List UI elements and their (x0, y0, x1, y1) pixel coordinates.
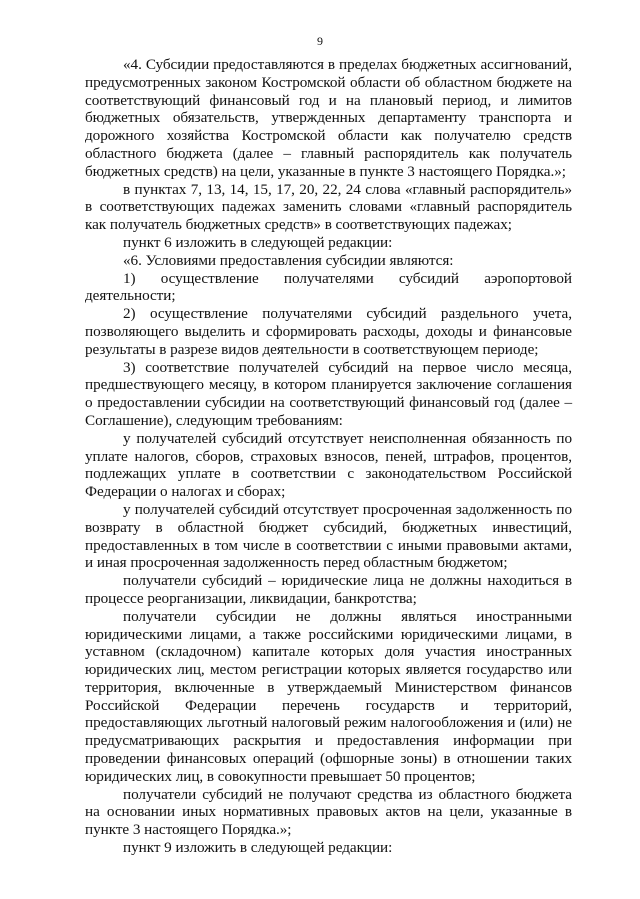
paragraph-subsidy-limits: «4. Субсидии предоставляются в пределах бюджетных ассигнований, предусмотренных законом Костромской области об областном бюджете на соответствующий финансовый год и на плановый период, и лимитов бюджетных обязательств, утвержденных департаменту транспорта и дорожного хозяйства Костромской области как получателю средств областного бюджета (далее – главный распорядитель как получатель бюджетных средств) на цели, указанные в пункте 3 настоящего Порядка.»; (85, 56, 572, 180)
paragraph-point-9-intro: пункт 9 изложить в следующей редакции: (123, 839, 393, 857)
paragraph-requirement-other-funding: получатели субсидий не получают средства из областного бюджета на основании иных нормативных правовых актов на цели, указанные в пункте 3 настоящего Порядка.»; (85, 785, 572, 839)
paragraph-condition-2: 2) осуществление получателями субсидий раздельного учета, позволяющего выделить и сформировать расходы, доходы и финансовые результаты в разрезе видов деятельности в соответствующем периоде; (85, 305, 572, 358)
paragraph-condition-3: 3) соответствие получателей субсидий на первое число месяца, предшествующего месяцу, в котором планируется заключение соглашения о предоставлении субсидии на соответствующий финансовый год (далее – Соглашение), следующим требованиям: (85, 358, 572, 429)
paragraph-point-6-intro: пункт 6 изложить в следующей редакции: (123, 233, 393, 251)
paragraph-condition-1: 1) осуществление получателями субсидий аэропортовой деятельности; (85, 269, 572, 305)
paragraph-replace-words: в пунктах 7, 13, 14, 15, 17, 20, 22, 24 слова «главный распорядитель» в соответствующих падежах заменить словами «главный распорядитель как получатель бюджетных средств» в соответствующих падежах; (85, 180, 572, 234)
paragraph-requirement-reorganization: получатели субсидий – юридические лица не должны находиться в процессе реорганизации, ликвидации, банкротства; (85, 572, 572, 607)
paragraph-conditions-heading: «6. Условиями предоставления субсидии являются: (123, 251, 454, 269)
paragraph-requirement-taxes: у получателей субсидий отсутствует неисполненная обязанность по уплате налогов, сборов, страховых взносов, пеней, штрафов, процентов, подлежащих уплате в соответствии с законодательством Российской Федерации о налогах и сборах; (85, 429, 572, 501)
paragraph-requirement-debt: у получателей субсидий отсутствует просроченная задолженность по возврату в областной бюджет субсидий, бюджетных инвестиций, предоставленных в том числе в соответствии с иными правовыми актами, и иная просроченная задолженность перед областным бюджетом; (85, 500, 572, 572)
paragraph-requirement-foreign-entities: получатели субсидии не должны являться иностранными юридическими лицами, а также российскими юридическими лицами, в уставном (складочном) капитале которых доля участия иностранных юридических лиц, местом регистрации которых является государство или территория, включенные в утверждаемый Министерством финансов Российской Федерации перечень государств и территорий, предоставляющих льготный налоговый режим налогообложения и (или) не предусматривающих раскрытия и предоставления информации при проведении финансовых операций (офшорные зоны) в отношении таких юридических лиц, в совокупности превышает 50 процентов; (85, 607, 572, 785)
page-number: 9 (317, 34, 323, 48)
document-body (85, 56, 572, 857)
